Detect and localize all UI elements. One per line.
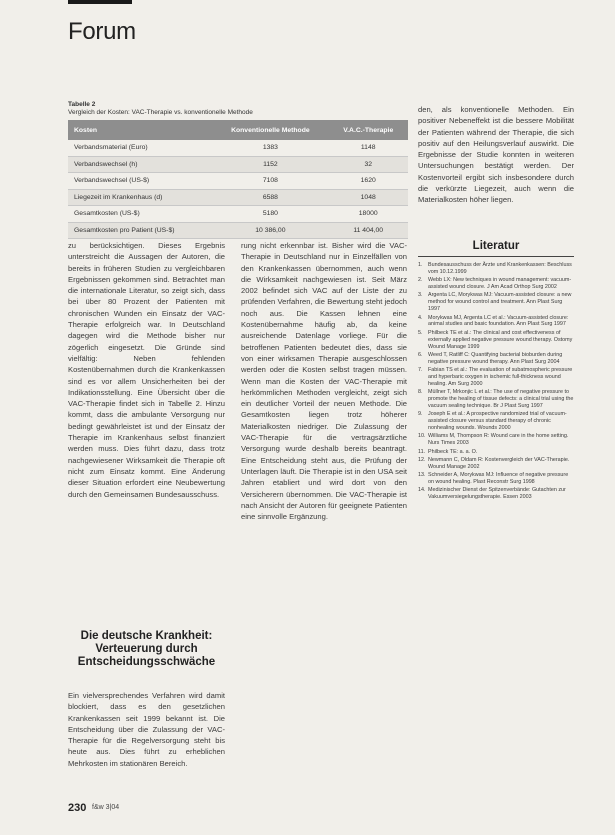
table-cell: 1383	[212, 140, 328, 156]
table-row	[68, 173, 408, 190]
magazine-name: f&w 3|04	[92, 804, 120, 811]
literature-item-text: Philbeck TE et al.: The clinical and cost effectiveness of externally applied negative pressure wound therapy. Ostomy Wound Manage 1999	[428, 329, 573, 350]
article-subheading: Die deutsche Krankheit: Verteuerung durch Entscheidungsschwäche	[77, 630, 216, 668]
literature-item-number: 11.	[418, 448, 426, 455]
literature-item	[418, 330, 574, 351]
table-cell: Gesamtkosten pro Patient (US-$)	[68, 222, 212, 239]
table-row	[68, 140, 408, 156]
literature-item	[418, 457, 574, 471]
literature-item	[418, 277, 574, 291]
literature-item-number: 3.	[418, 292, 423, 299]
literature-item	[418, 487, 574, 501]
literature-item-number: 13.	[418, 472, 426, 479]
cost-table	[68, 120, 408, 239]
table-caption	[68, 101, 408, 117]
literature-item-text: Weed T, Ratliff C: Quantifying bacterial bioburden during negative pressure wound therapy. Ann Plast Surg 2004	[428, 351, 563, 365]
table-header-cell: Kosten	[68, 120, 212, 140]
table-cell: 1048	[328, 189, 408, 206]
literature-item-text: Fabian TS et al.: The evaluation of subatmospheric pressure and hyperbaric oxygen in ischemic full-thickness wound healing. Am Surg 2000	[428, 367, 573, 387]
paragraph: Ein vielversprechendes Verfahren wird damit blockiert, dass es den gesetzlichen Krankenkassen seit 1999 bekannt ist. Die Entscheidung über die Zulassung der VAC-Therapie für die Regelversorgung steht bis heute aus. Dies führt zu erheblichen Mehrkosten im stationären Bereich.	[68, 691, 225, 768]
literature-item	[418, 472, 574, 486]
table-cell: Gesamtkosten (US-$)	[68, 206, 212, 223]
page-number: 230	[68, 802, 87, 814]
literature-item	[418, 315, 574, 329]
table-cell: Verbandswechsel (h)	[68, 156, 212, 173]
literature-item-text: Medizinischer Dienst der Spitzenverbände: Gutachten zur Vakuumversiegelungstherapie. Essen 2003	[428, 487, 566, 501]
literature-list	[418, 262, 574, 502]
table-header-cell: Konventionelle Methode	[212, 120, 328, 140]
literature-item	[418, 411, 574, 432]
table-cell: Verbandsmaterial (Euro)	[68, 140, 212, 156]
literature-item-number: 8.	[418, 389, 423, 396]
literature-item-text: Williams M, Thompson R: Wound care in the home setting. Nurs Times 2003	[428, 433, 569, 447]
literature-item-number: 4.	[418, 314, 423, 321]
table-cell: Liegezeit im Krankenhaus (d)	[68, 189, 212, 206]
paragraph: zu berücksichtigen. Dieses Ergebnis unterstreicht die Aussagen der Autoren, die bereits in früheren Studien zu vergleichbaren Ergebnissen gekommen sind. Betrachtet man die internationale Literatur, so zeigt sich, dass bei über 80 Prozent der Patienten mit chronischen Wunden ein Einsatz der VAC-Therapie erfolgreich war. In Deutschland dagegen wird die Methode bisher nur zögerlich eingesetzt. Die Gründe sind vielfältig: Neben fehlenden Kostenübernahmen durch die Krankenkassen sind es vor allem Unsicherheiten bei der Indikationsstellung. Eine Übersicht über die VAC-Therapie findet sich in Tabelle 2. Hinzu kommt, dass die ambulante Versorgung nur bedingt gewährleistet ist und der Einsatz der Therapie im Krankenhaus selbst finanziert werden muss. Dies führt dazu, dass trotz nachgewiesener Wirksamkeit die Therapie oft nicht zum Einsatz kommt. Eine Änderung dieser Situation erfordert eine Neubewertung durch den Gemeinsamen Bundesausschuss.	[68, 241, 225, 499]
table-header-cell: V.A.C.-Therapie	[328, 120, 408, 140]
literature-item-number: 6.	[418, 351, 423, 358]
table-cell: 6588	[212, 189, 328, 206]
table-caption-text: Vergleich der Kosten: VAC-Therapie vs. konventionelle Methode	[68, 109, 253, 116]
middle-column-text	[241, 240, 407, 522]
literature-heading: Literatur	[472, 240, 520, 252]
paragraph: den, als konventionelle Methoden. Ein positiver Nebeneffekt ist die bessere Mobilität der Patienten während der Therapie, die sich positiv auf den Heilungsverlauf auswirkt. Die Ergebnisse der Studie konnten in weiteren Untersuchungen bestätigt werden. Der Kostenvorteil ergibt sich insbesondere durch die verkürzte Liegezeit, auch wenn die Materialkosten höher liegen.	[418, 105, 574, 205]
table-cell: 11 404,00	[328, 222, 408, 239]
table-row	[68, 156, 408, 173]
literature-item-text: Philbeck TE: a. a. O.	[428, 448, 478, 455]
left-column-text-continued	[68, 690, 225, 769]
table-row	[68, 222, 408, 239]
table-row	[68, 206, 408, 223]
table-cell: 1152	[212, 156, 328, 173]
literature-item-text: Webb LX: New techniques in wound management: vacuum-assisted wound closure. J Am Acad Orthop Surg 2002	[428, 277, 572, 291]
literature-item	[418, 449, 574, 456]
table-cell: 32	[328, 156, 408, 173]
table-caption-title: Tabelle 2	[68, 101, 96, 108]
paragraph: rung nicht erkennbar ist. Bisher wird die VAC-Therapie in Deutschland nur in Einzelfällen von den Krankenkassen übernommen, auch wenn die Wirksamkeit nachgewiesen ist. Seit März 2002 befindet sich VAC auf der Liste der zu prüfenden Verfahren, die Bewertung steht jedoch noch aus. Die Kassen lehnen eine Kostenübernahme häufig ab, da keine ausreichende Datenlage vorliege. Für die betroffenen Patienten bedeutet dies, dass sie von einer wirksamen Therapie ausgeschlossen werden oder die Kosten selbst tragen müssen. Wenn man die Kosten der VAC-Therapie mit herkömmlichen Methoden vergleicht, zeigt sich ein deutlicher Vorteil der neuen Methode. Die Gesamtkosten liegen trotz höherer Materialkosten niedriger. Die Zulassung der VAC-Therapie für die vertragsärztliche Versorgung wurde deshalb bereits beantragt. Eine Entscheidung steht aus, die Prüfung der Unterlagen läuft. Die Therapie ist in den USA seit Jahren etabliert und wird dort von den Versicherern übernommen. Die VAC-Therapie ist nach Ansicht der Autoren für geeignete Patienten eine sinnvolle Ergänzung.	[241, 241, 407, 522]
table-cell: Verbandswechsel (US-$)	[68, 173, 212, 190]
literature-item	[418, 389, 574, 410]
literature-item	[418, 262, 574, 276]
literature-item-number: 9.	[418, 411, 423, 418]
literature-item-text: Joseph E et al.: A prospective randomized trial of vacuum-assisted closure versus standard therapy of chronic nonhealing wounds. Wounds 2000	[428, 411, 567, 432]
table-cell: 1148	[328, 140, 408, 156]
literature-item-number: 7.	[418, 367, 423, 374]
section-marker-bar	[68, 0, 132, 4]
literature-item	[418, 292, 574, 313]
literature-item-text: Morykwas MJ, Argenta LC et al.: Vacuum-assisted closure: animal studies and basic foundation. Ann Plast Surg 1997	[428, 314, 569, 328]
literature-item-number: 1.	[418, 262, 423, 268]
literature-item-text: Müllner T, Mrkonjic L et al.: The use of negative pressure to promote the healing of tissue defects: a clinical trial using the vacuum sealing technique. Br J Plast Surg 1997	[428, 389, 574, 409]
table-row	[68, 189, 408, 206]
table-cell: 1620	[328, 173, 408, 190]
literature-item-number: 14.	[418, 487, 426, 494]
literature-item	[418, 367, 574, 388]
literature-item-text: Bundesausschuss der Ärzte und Krankenkassen: Beschluss vom 10.12.1999	[428, 262, 572, 275]
right-column-text	[418, 104, 574, 206]
literature-item-number: 10.	[418, 433, 426, 440]
section-title: Forum	[68, 18, 136, 45]
table-cell: 5180	[212, 206, 328, 223]
left-column-text	[68, 240, 225, 500]
table-header-row	[68, 120, 408, 140]
table-cell: 18000	[328, 206, 408, 223]
literature-divider	[418, 256, 574, 257]
literature-item-text: Newmann C, Oldam R: Kostenvergleich der VAC-Therapie. Wound Manage 2002	[428, 456, 570, 470]
literature-item	[418, 352, 574, 366]
literature-item-number: 2.	[418, 277, 423, 284]
literature-item	[418, 433, 574, 447]
literature-item-number: 12.	[418, 456, 426, 463]
literature-item-text: Schneider A, Morykwas MJ: Influence of negative pressure on wound healing. Plast Reconstr Surg 1998	[428, 472, 569, 485]
literature-item-text: Argenta LC, Morykwas MJ: Vacuum-assisted closure: a new method for wound control and treatment. Ann Plast Surg 1997	[428, 292, 572, 313]
table-cell: 7108	[212, 173, 328, 190]
table-cell: 10 386,00	[212, 222, 328, 239]
literature-item-number: 5.	[418, 329, 423, 336]
